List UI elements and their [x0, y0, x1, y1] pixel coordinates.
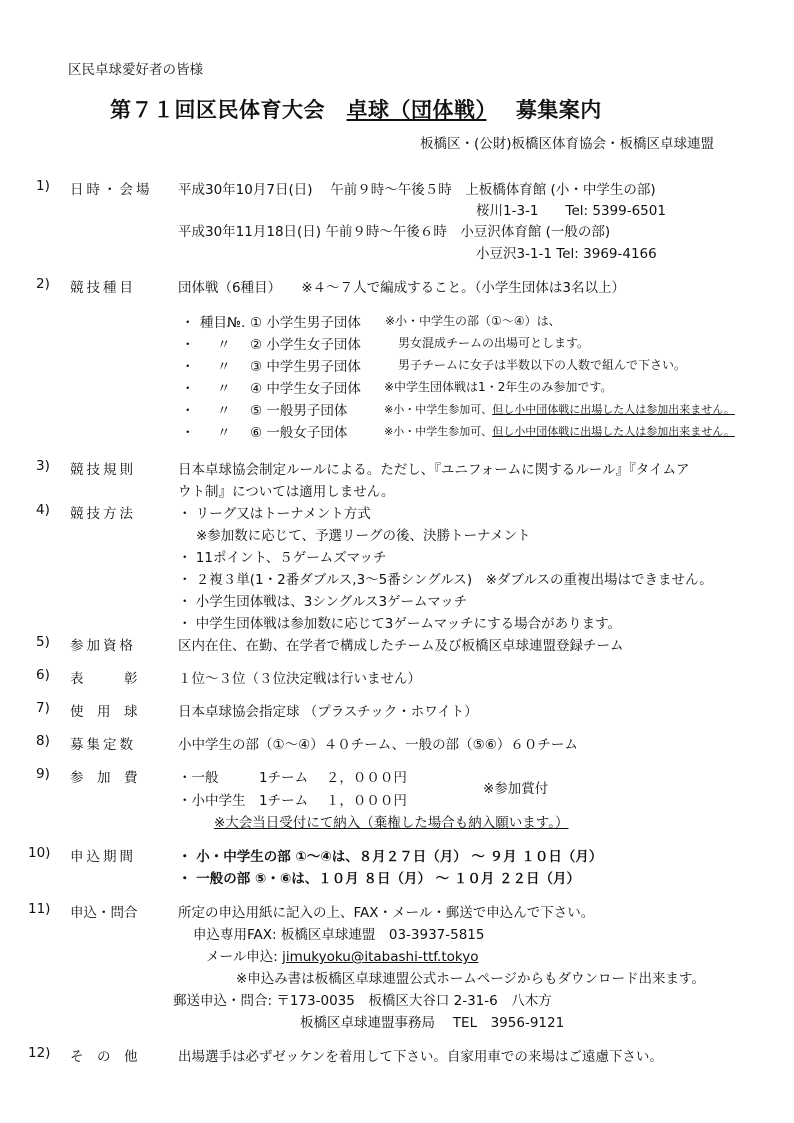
section-4-line: ・ 中学生団体戦は参加数に応じて3ゲームマッチにする場合があります。 [178, 616, 621, 632]
section-7-number: 7) [36, 700, 50, 716]
section-11-line: 所定の申込用紙に記入の上、FAX・メール・郵送で申込んで下さい。 [178, 905, 595, 921]
section-1-line: 小豆沢3-1-1 Tel: 3969-4166 [476, 246, 657, 262]
section-12-number: 12) [28, 1045, 51, 1061]
event-name: ① 小学生男子団体 [250, 315, 361, 331]
event-name: ⑥ 一般女子団体 [250, 425, 348, 441]
event-bullet: ・ [181, 403, 195, 419]
section-4-line: ※参加数に応じて、予選リーグの後、決勝トーナメント [196, 528, 531, 544]
event-mark: 〃 [217, 425, 231, 441]
page-title [110, 94, 602, 124]
section-9-number: 9) [36, 766, 50, 782]
event-name: ④ 中学生女子団体 [250, 381, 361, 397]
event-name: ② 小学生女子団体 [250, 337, 361, 353]
section-6-label: 表 彰 [70, 671, 138, 687]
section-1-line: 桜川1-3-1 Tel: 5399-6501 [476, 203, 666, 219]
event-name: ③ 中学生男子団体 [250, 359, 361, 375]
section-3-number: 3) [36, 458, 50, 474]
section-4-line: ・ 11ポイント、５ゲームズマッチ [178, 550, 387, 566]
event-bullet: ・ [181, 425, 195, 441]
section-8-number: 8) [36, 733, 50, 749]
fee-note: ※大会当日受付にて納入（棄権した場合も納入願います。） [214, 815, 569, 831]
organizers: 板橋区・(公財)板橋区体育協会・板橋区卓球連盟 [420, 136, 715, 152]
office-line: 板橋区卓球連盟事務局 TEL 3956-9121 [300, 1015, 565, 1031]
mail-line [206, 945, 479, 965]
section-8-label: 募集定数 [70, 737, 136, 753]
section-1-line: 平成30年11月18日(日) 午前９時～午後６時 小豆沢体育館 (一般の部) [178, 224, 611, 240]
fee-line: ・小中学生 1チーム １，０００円 [178, 793, 407, 809]
event-bullet: ・ [181, 381, 195, 397]
event-mark: 種目№. [200, 315, 246, 331]
section-10-number: 10) [28, 845, 51, 861]
application-period: ・ 小・中学生の部 ①～④は、８月２７日（月） ～ ９月 １０日（月） [178, 849, 603, 865]
section-3-label: 競技規則 [70, 462, 136, 478]
section-1-line: 平成30年10月7日(日) 午前９時～午後５時 上板橋体育館 (小・中学生の部) [178, 182, 656, 198]
event-note: ※中学生団体戦は1・2年生のみ参加です。 [384, 380, 613, 394]
section-1-label: 日時・会場 [70, 182, 153, 198]
section-7-label: 使 用 球 [70, 704, 138, 720]
section-6-text: １位～３位（３位決定戦は行いません） [178, 671, 421, 687]
event-bullet: ・ [181, 315, 195, 331]
section-8-text: 小中学生の部（①～④）４０チーム、一般の部（⑤⑥）６０チーム [178, 737, 578, 753]
mail-link[interactable]: jimukyoku@itabashi-ttf.tokyo [282, 949, 479, 965]
greeting: 区民卓球愛好者の皆様 [68, 62, 203, 78]
section-7-text: 日本卓球協会指定球 （プラスチック・ホワイト） [178, 704, 478, 720]
section-11-label: 申込・問合 [70, 905, 138, 921]
section-4-number: 4) [36, 502, 50, 518]
download-note: ※申込み書は板橋区卓球連盟公式ホームページからもダウンロード出来ます。 [236, 971, 705, 987]
title-suffix: 募集案内 [515, 98, 602, 122]
section-3-line: 日本卓球協会制定ルールによる。ただし、『ユニフォームに関するルール』『タイムア [178, 462, 690, 478]
event-note: 男子チームに女子は半数以下の人数で組んで下さい。 [398, 358, 687, 372]
section-4-line: ・ ２複３単(1・2番ダブルス,3～5番シングルス) ※ダブルスの重複出場はできません。 [178, 572, 713, 588]
section-1-number: 1) [36, 178, 50, 194]
section-5-label: 参加資格 [70, 638, 136, 654]
fax-line: 申込専用FAX: 板橋区卓球連盟 03-3937-5815 [193, 927, 485, 943]
section-5-number: 5) [36, 634, 50, 650]
fee-line: ・一般 1チーム ２，０００円 [178, 770, 407, 786]
section-12-text: 出場選手は必ずゼッケンを着用して下さい。自家用車での来場はご遠慮下さい。 [178, 1049, 663, 1065]
section-2-label: 競技種目 [70, 280, 136, 296]
section-9-label: 参 加 費 [70, 770, 138, 786]
application-period: ・ 一般の部 ⑤・⑥は、１０月 ８日（月） ～ １０月 ２２日（月） [178, 871, 581, 887]
title-prefix: 第７１回区民体育大会 [110, 98, 325, 122]
event-mark: 〃 [217, 359, 231, 375]
section-3-line: ウト制』については適用しません。 [178, 484, 395, 500]
section-11-number: 11) [28, 901, 51, 917]
title-sport: 卓球（団体戦） [346, 98, 487, 122]
fee-side-note: ※参加賞付 [483, 781, 549, 797]
mail-label: メール申込: [206, 949, 283, 965]
section-4-line: ・ 小学生団体戦は、3シングルス3ゲームマッチ [178, 594, 468, 610]
section-10-label: 申込期間 [70, 849, 136, 865]
section-6-number: 6) [36, 667, 50, 683]
event-bullet: ・ [181, 337, 195, 353]
event-note: ※小・中学生参加可、但し小中団体戦に出場した人は参加出来ません。 [384, 425, 735, 438]
event-name: ⑤ 一般男子団体 [250, 403, 348, 419]
section-12-label: そ の 他 [70, 1049, 138, 1065]
event-note: ※小・中学生の部（①～④）は、 [385, 314, 561, 328]
post-line: 郵送申込・問合: 〒173-0035 板橋区大谷口 2-31-6 八木方 [173, 993, 552, 1009]
event-mark: 〃 [217, 403, 231, 419]
section-5-text: 区内在住、在勤、在学者で構成したチーム及び板橋区卓球連盟登録チーム [178, 638, 624, 654]
event-bullet: ・ [181, 359, 195, 375]
event-mark: 〃 [217, 337, 231, 353]
section-4-line: ・ リーグ又はトーナメント方式 [178, 506, 371, 522]
event-note: 男女混成チームの出場可とします。 [398, 336, 590, 350]
event-note: ※小・中学生参加可、但し小中団体戦に出場した人は参加出来ません。 [384, 403, 735, 416]
event-mark: 〃 [217, 381, 231, 397]
section-4-label: 競技方法 [70, 506, 136, 522]
section-2-line: 団体戦（6種目） ※４～７人で編成すること。（小学生団体は3名以上） [178, 280, 625, 296]
section-2-number: 2) [36, 276, 50, 292]
